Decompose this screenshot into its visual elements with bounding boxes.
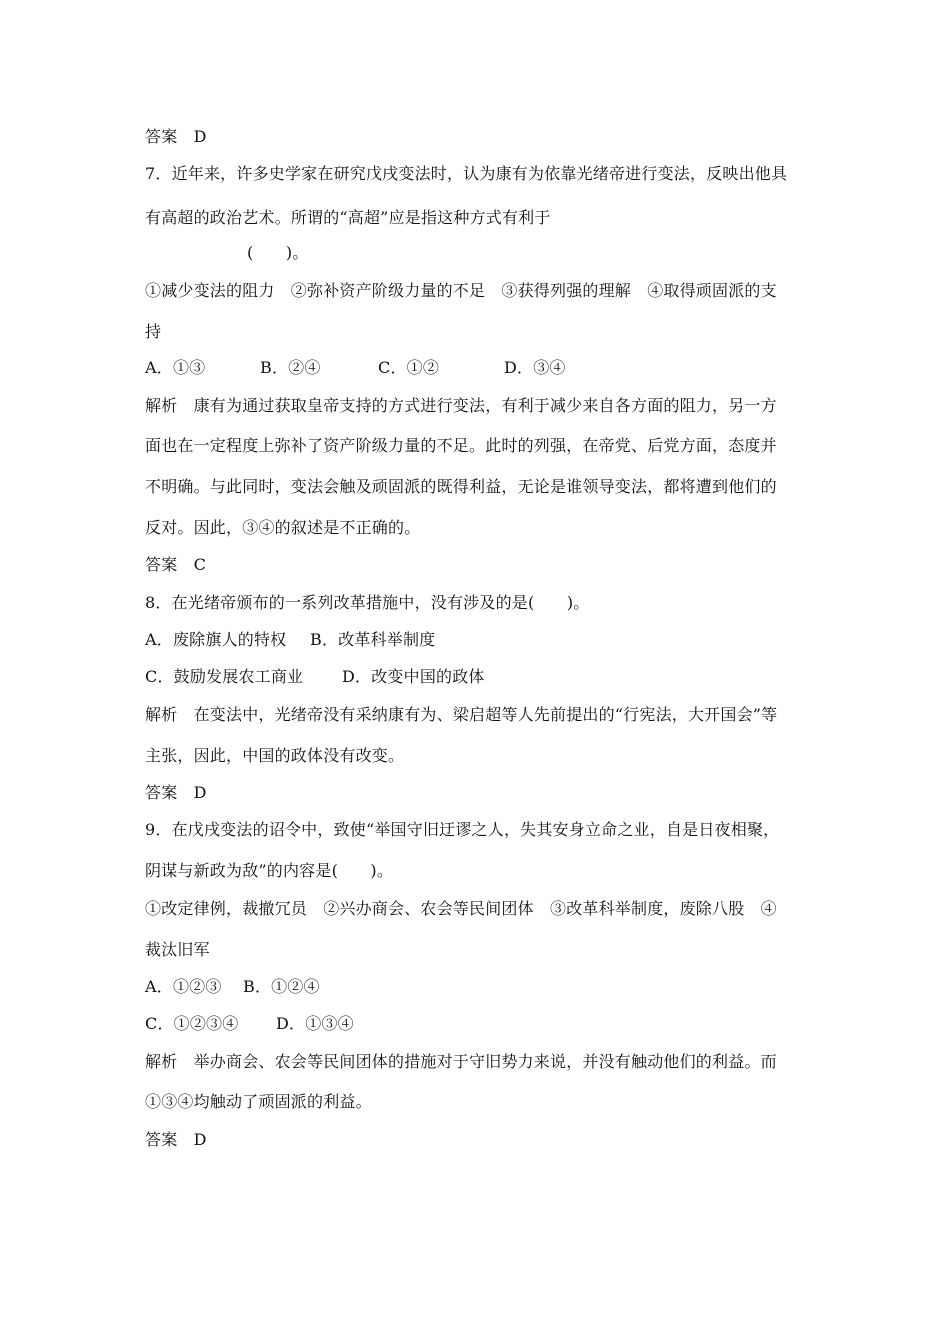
analysis-line: 解析 康有为通过获取皇帝支持的方式进行变法，有利于减少来自各方面的阻力，另一方: [145, 396, 777, 415]
analysis-line: 解析 在变法中，光绪帝没有采纳康有为、梁启超等人先前提出的“行宪法，大开国会”等: [145, 705, 778, 724]
question-9-items: ①改定律例，裁撤冗员 ②兴办商会、农会等民间团体 ③改革科举制度，废除八股 ④: [145, 899, 777, 918]
option-a: A．废除旗人的特权: [145, 630, 287, 649]
analysis-line: 解析 举办商会、农会等民间团体的措施对于守旧势力来说，并没有触动他们的利益。而: [145, 1052, 777, 1071]
option-b: B．②④: [260, 358, 321, 377]
question-8-options: [145, 667, 485, 687]
answer-line: 答案 D: [145, 1130, 207, 1149]
analysis-line: 面也在一定程度上弥补了资产阶级力量的不足。此时的列强，在帝党、后党方面，态度并: [145, 436, 777, 455]
question-8-stem: 8．在光绪帝颁布的一系列改革措施中，没有涉及的是( )。: [145, 593, 590, 612]
option-a: A．①②③: [145, 977, 222, 996]
analysis-line: ①③④均触动了顽固派的利益。: [145, 1092, 372, 1111]
analysis-line: 主张，因此，中国的政体没有改变。: [145, 746, 405, 765]
question-7-stem: 有高超的政治艺术。所谓的“高超”应是指这种方式有利于: [145, 208, 551, 227]
option-a: A．①③: [145, 358, 206, 377]
question-9-stem: 9．在戊戌变法的诏令中，致使“举国守旧迂谬之人，失其安身立命之业，自是日夜相聚，: [145, 820, 780, 839]
option-c: C．①②: [378, 358, 440, 377]
question-8-options: [145, 630, 435, 650]
answer-line: 答案 D: [145, 783, 207, 802]
analysis-line: 反对。因此，③④的叙述是不正确的。: [145, 518, 421, 537]
option-d: D．改变中国的政体: [342, 667, 485, 686]
question-7-items: 持: [145, 322, 162, 341]
option-b: B．①②④: [243, 977, 320, 996]
option-d: D．①③④: [276, 1014, 354, 1033]
option-b: B．改革科举制度: [310, 630, 436, 649]
question-7-stem: 7．近年来，许多史学家在研究戊戌变法时，认为康有为依靠光绪帝进行变法，反映出他具: [145, 164, 788, 183]
option-c: C．鼓励发展农工商业: [145, 667, 304, 686]
question-7-options: [145, 358, 566, 378]
question-9-stem: 阴谋与新政为敌”的内容是( )。: [145, 861, 394, 880]
answer-blank: ( )。: [247, 243, 309, 262]
option-c: C．①②③④: [145, 1014, 239, 1033]
question-9-options: [145, 1014, 354, 1034]
question-9-items: 裁汰旧军: [145, 940, 210, 959]
answer-line: 答案 C: [145, 555, 207, 574]
question-7-items: ①减少变法的阻力 ②弥补资产阶级力量的不足 ③获得列强的理解 ④取得顽固派的支: [145, 281, 777, 300]
answer-line: 答案 D: [145, 127, 207, 146]
analysis-line: 不明确。与此同时，变法会触及顽固派的既得利益，无论是谁领导变法，都将遭到他们的: [145, 477, 777, 496]
question-9-options: [145, 977, 320, 997]
option-d: D．③④: [504, 358, 566, 377]
